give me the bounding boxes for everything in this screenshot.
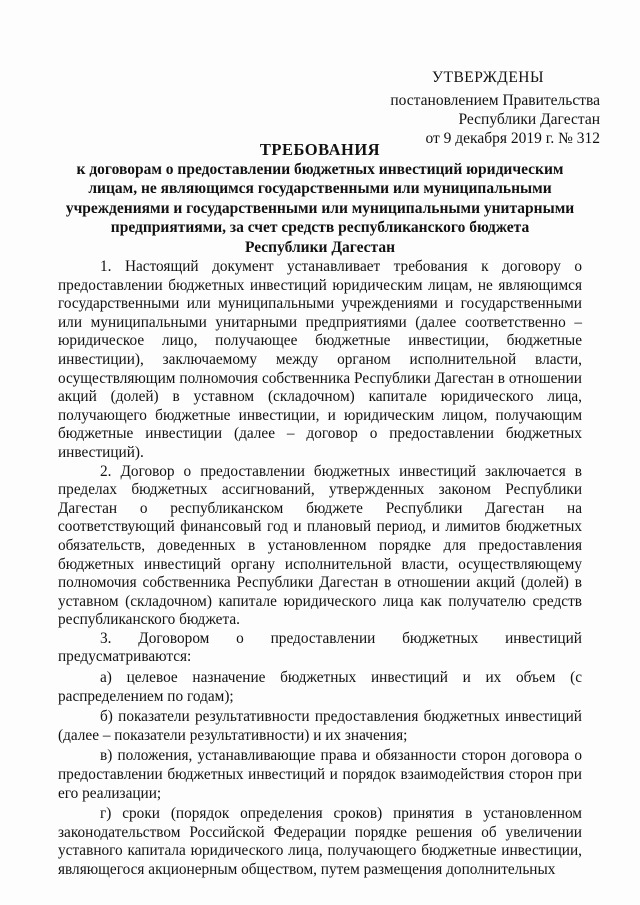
paragraph-2: 2. Договор о предоставлении бюджетных инвестиций заключается в пределах бюджетных ассигнований, утвержденных законом Республики Дагестан о республиканском бюджете Республики Дагестан на соответствующий финансовый год и плановый период, и лимитов бюджетных обязательств, доведенных в установленном порядке для предоставления бюджетных инвестиций органу исполнительной власти, осуществляющему полномочия собственника Республики Дагестан в отношении акций (долей) в уставном (складочном) капитале юридического лица как получателю средств республиканского бюджета.	[58, 462, 582, 629]
approval-stamp	[360, 68, 600, 148]
approval-line: постановлением Правительства	[390, 92, 600, 109]
approval-line: Республики Дагестан	[458, 111, 600, 128]
approval-date: от 9 декабря 2019 г. № 312	[425, 130, 600, 147]
title-line: к договорам о предоставлении бюджетных инвестиций юридическим	[76, 160, 564, 178]
paragraph-3: 3. Договором о предоставлении бюджетных инвестиций предусматриваются:	[58, 629, 582, 666]
paragraph-1: 1. Настоящий документ устанавливает требования к договору о предоставлении бюджетных инвестиций юридическим лицам, не являющимся государственными или муниципальными учреждениями и государственными или муниципальными унитарными предприятиями (далее соответственно – юридическое лицо, получающее бюджетные инвестиции, бюджетные инвестиции), заключаемому между органом исполнительной власти, осуществляющим полномочия собственника Республики Дагестан в отношении акций (долей) в уставном (складочном) капитале юридического лица, получающего бюджетные инвестиции, и юридическим лицом, получающим бюджетные инвестиции (далее – договор о предоставлении бюджетных инвестиций).	[58, 258, 582, 461]
subitem-b: б) показатели результативности предоставления бюджетных инвестиций (далее – показатели результативности) и их значения;	[58, 708, 582, 744]
title-line: лицам, не являющимся государственными или муниципальными	[88, 180, 552, 197]
document-title	[60, 140, 580, 257]
document-body	[58, 258, 582, 880]
title-main: ТРЕБОВАНИЯ	[259, 140, 381, 159]
subitem-v: в) положения, устанавливающие права и обязанности сторон договора о предоставлении бюджетных инвестиций и порядок взаимодействия сторон при его реализации;	[58, 747, 582, 802]
approval-heading: УТВЕРЖДЕНЫ	[432, 69, 544, 86]
subitem-g: г) сроки (порядок определения сроков) принятия в установленном законодательством Российской Федерации порядке решения об увеличении уставного капитала юридического лица, получающего бюджетные инвестиции, являющегося акционерным обществом, путем размещения дополнительных	[58, 805, 582, 878]
title-line: Республики Дагестан	[244, 238, 396, 256]
title-line: учреждениями и государственными или муниципальными унитарными	[65, 199, 575, 217]
title-line: предприятиями, за счет средств республиканского бюджета	[110, 219, 530, 236]
subitem-a: а) целевое назначение бюджетных инвестиций и их объем (с распределением по годам);	[58, 669, 582, 705]
